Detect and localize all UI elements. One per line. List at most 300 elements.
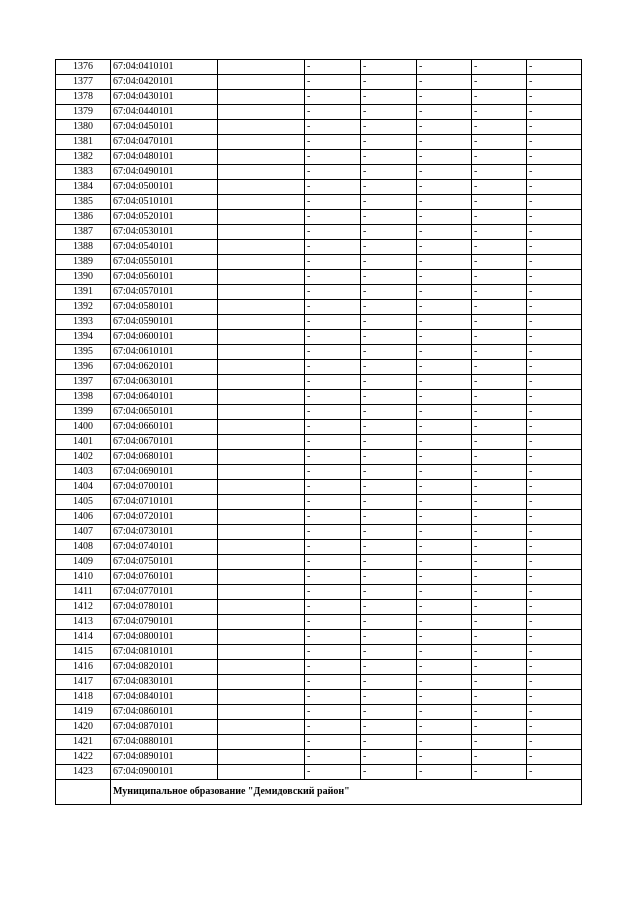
dash-cell: - [305, 105, 361, 120]
row-number: 1412 [56, 600, 111, 615]
dash-cell: - [417, 300, 472, 315]
dash-cell: - [305, 450, 361, 465]
dash-cell: - [417, 645, 472, 660]
dash-cell: - [472, 765, 527, 780]
row-number: 1382 [56, 150, 111, 165]
table-row [56, 105, 582, 120]
dash-cell: - [361, 330, 417, 345]
dash-cell: - [472, 540, 527, 555]
empty-cell [218, 90, 305, 105]
cadastral-code: 67:04:0660101 [111, 420, 218, 435]
row-number: 1392 [56, 300, 111, 315]
empty-cell [218, 615, 305, 630]
empty-cell [218, 390, 305, 405]
dash-cell: - [527, 465, 582, 480]
dash-cell: - [527, 645, 582, 660]
dash-cell: - [361, 135, 417, 150]
cadastral-code: 67:04:0540101 [111, 240, 218, 255]
dash-cell: - [472, 345, 527, 360]
empty-cell [218, 360, 305, 375]
empty-cell [218, 165, 305, 180]
cadastral-code: 67:04:0580101 [111, 300, 218, 315]
table-row [56, 225, 582, 240]
dash-cell: - [305, 255, 361, 270]
dash-cell: - [305, 420, 361, 435]
dash-cell: - [305, 630, 361, 645]
table-row [56, 645, 582, 660]
table-row [56, 120, 582, 135]
dash-cell: - [417, 120, 472, 135]
row-number: 1390 [56, 270, 111, 285]
dash-cell: - [361, 720, 417, 735]
dash-cell: - [305, 495, 361, 510]
dash-cell: - [361, 525, 417, 540]
dash-cell: - [305, 660, 361, 675]
row-number: 1387 [56, 225, 111, 240]
empty-cell [218, 735, 305, 750]
cadastral-code: 67:04:0880101 [111, 735, 218, 750]
dash-cell: - [305, 435, 361, 450]
dash-cell: - [472, 360, 527, 375]
empty-cell [218, 660, 305, 675]
cadastral-code: 67:04:0420101 [111, 75, 218, 90]
table-body [56, 60, 582, 780]
cadastral-code: 67:04:0430101 [111, 90, 218, 105]
table-row [56, 405, 582, 420]
cadastral-code: 67:04:0720101 [111, 510, 218, 525]
dash-cell: - [472, 570, 527, 585]
dash-cell: - [361, 345, 417, 360]
empty-cell [218, 585, 305, 600]
table-row [56, 585, 582, 600]
dash-cell: - [472, 315, 527, 330]
table-row [56, 165, 582, 180]
dash-cell: - [305, 300, 361, 315]
dash-cell: - [417, 600, 472, 615]
dash-cell: - [417, 60, 472, 75]
dash-cell: - [472, 450, 527, 465]
dash-cell: - [527, 765, 582, 780]
dash-cell: - [472, 75, 527, 90]
empty-cell [218, 270, 305, 285]
empty-cell [218, 120, 305, 135]
dash-cell: - [472, 600, 527, 615]
dash-cell: - [361, 765, 417, 780]
dash-cell: - [527, 225, 582, 240]
table-row [56, 690, 582, 705]
dash-cell: - [305, 210, 361, 225]
row-number: 1406 [56, 510, 111, 525]
dash-cell: - [305, 375, 361, 390]
table-row [56, 735, 582, 750]
empty-cell [218, 210, 305, 225]
dash-cell: - [472, 735, 527, 750]
row-number: 1422 [56, 750, 111, 765]
empty-cell [218, 315, 305, 330]
dash-cell: - [472, 330, 527, 345]
dash-cell: - [361, 240, 417, 255]
dash-cell: - [472, 675, 527, 690]
dash-cell: - [472, 645, 527, 660]
dash-cell: - [527, 570, 582, 585]
empty-cell [218, 630, 305, 645]
dash-cell: - [527, 480, 582, 495]
cadastral-code: 67:04:0480101 [111, 150, 218, 165]
dash-cell: - [417, 330, 472, 345]
row-number: 1383 [56, 165, 111, 180]
table-row [56, 480, 582, 495]
row-number: 1376 [56, 60, 111, 75]
dash-cell: - [417, 240, 472, 255]
empty-cell [218, 195, 305, 210]
dash-cell: - [361, 735, 417, 750]
dash-cell: - [361, 150, 417, 165]
dash-cell: - [527, 315, 582, 330]
cadastral-code: 67:04:0530101 [111, 225, 218, 240]
cadastral-code: 67:04:0840101 [111, 690, 218, 705]
dash-cell: - [361, 285, 417, 300]
dash-cell: - [361, 270, 417, 285]
dash-cell: - [417, 660, 472, 675]
row-number: 1401 [56, 435, 111, 450]
cadastral-code: 67:04:0890101 [111, 750, 218, 765]
empty-cell [218, 105, 305, 120]
dash-cell: - [527, 390, 582, 405]
dash-cell: - [472, 750, 527, 765]
row-number: 1423 [56, 765, 111, 780]
dash-cell: - [472, 240, 527, 255]
row-number: 1408 [56, 540, 111, 555]
cadastral-table [55, 59, 582, 805]
dash-cell: - [472, 105, 527, 120]
dash-cell: - [417, 525, 472, 540]
cadastral-code: 67:04:0800101 [111, 630, 218, 645]
table-row [56, 750, 582, 765]
empty-cell [218, 480, 305, 495]
dash-cell: - [417, 465, 472, 480]
dash-cell: - [305, 510, 361, 525]
dash-cell: - [527, 105, 582, 120]
dash-cell: - [361, 180, 417, 195]
dash-cell: - [527, 705, 582, 720]
dash-cell: - [417, 285, 472, 300]
row-number: 1421 [56, 735, 111, 750]
dash-cell: - [305, 570, 361, 585]
empty-cell [218, 345, 305, 360]
dash-cell: - [305, 480, 361, 495]
dash-cell: - [527, 525, 582, 540]
dash-cell: - [361, 645, 417, 660]
dash-cell: - [361, 570, 417, 585]
dash-cell: - [472, 135, 527, 150]
row-number: 1388 [56, 240, 111, 255]
empty-cell [218, 180, 305, 195]
row-number: 1386 [56, 210, 111, 225]
dash-cell: - [361, 360, 417, 375]
dash-cell: - [305, 195, 361, 210]
row-number: 1398 [56, 390, 111, 405]
dash-cell: - [305, 465, 361, 480]
dash-cell: - [527, 285, 582, 300]
dash-cell: - [417, 195, 472, 210]
row-number: 1381 [56, 135, 111, 150]
row-number: 1393 [56, 315, 111, 330]
dash-cell: - [361, 75, 417, 90]
dash-cell: - [305, 390, 361, 405]
row-number: 1380 [56, 120, 111, 135]
dash-cell: - [361, 405, 417, 420]
empty-cell [218, 690, 305, 705]
cadastral-code: 67:04:0470101 [111, 135, 218, 150]
dash-cell: - [472, 465, 527, 480]
dash-cell: - [472, 165, 527, 180]
dash-cell: - [527, 690, 582, 705]
dash-cell: - [305, 165, 361, 180]
dash-cell: - [417, 480, 472, 495]
empty-cell [218, 570, 305, 585]
cadastral-code: 67:04:0680101 [111, 450, 218, 465]
dash-cell: - [361, 375, 417, 390]
row-number: 1396 [56, 360, 111, 375]
dash-cell: - [361, 435, 417, 450]
dash-cell: - [472, 720, 527, 735]
dash-cell: - [527, 210, 582, 225]
empty-cell [218, 540, 305, 555]
dash-cell: - [305, 615, 361, 630]
empty-cell [218, 750, 305, 765]
dash-cell: - [417, 615, 472, 630]
row-number: 1400 [56, 420, 111, 435]
table-row [56, 450, 582, 465]
empty-cell [218, 555, 305, 570]
table-row [56, 465, 582, 480]
table-row [56, 210, 582, 225]
table-row [56, 555, 582, 570]
dash-cell: - [527, 615, 582, 630]
dash-cell: - [361, 615, 417, 630]
table-row [56, 540, 582, 555]
section-title: Муниципальное образование "Демидовский район" [111, 780, 582, 805]
cadastral-code: 67:04:0740101 [111, 540, 218, 555]
dash-cell: - [527, 720, 582, 735]
table-row [56, 705, 582, 720]
cadastral-code: 67:04:0440101 [111, 105, 218, 120]
dash-cell: - [472, 555, 527, 570]
dash-cell: - [527, 660, 582, 675]
cadastral-code: 67:04:0620101 [111, 360, 218, 375]
cadastral-code: 67:04:0640101 [111, 390, 218, 405]
dash-cell: - [527, 450, 582, 465]
row-number: 1420 [56, 720, 111, 735]
dash-cell: - [472, 120, 527, 135]
dash-cell: - [305, 120, 361, 135]
dash-cell: - [361, 120, 417, 135]
dash-cell: - [527, 405, 582, 420]
dash-cell: - [305, 345, 361, 360]
table-row [56, 75, 582, 90]
cadastral-code: 67:04:0520101 [111, 210, 218, 225]
dash-cell: - [417, 150, 472, 165]
dash-cell: - [472, 180, 527, 195]
table-row [56, 255, 582, 270]
empty-cell [218, 705, 305, 720]
dash-cell: - [305, 675, 361, 690]
row-number: 1418 [56, 690, 111, 705]
empty-cell [218, 420, 305, 435]
dash-cell: - [361, 90, 417, 105]
dash-cell: - [527, 735, 582, 750]
dash-cell: - [305, 765, 361, 780]
dash-cell: - [417, 495, 472, 510]
empty-cell [218, 510, 305, 525]
dash-cell: - [527, 135, 582, 150]
empty-cell [218, 255, 305, 270]
dash-cell: - [527, 750, 582, 765]
dash-cell: - [417, 375, 472, 390]
dash-cell: - [472, 480, 527, 495]
table-row [56, 675, 582, 690]
table-row [56, 345, 582, 360]
dash-cell: - [305, 60, 361, 75]
table-row [56, 300, 582, 315]
row-number: 1417 [56, 675, 111, 690]
dash-cell: - [417, 675, 472, 690]
table-row [56, 660, 582, 675]
dash-cell: - [472, 255, 527, 270]
dash-cell: - [417, 720, 472, 735]
dash-cell: - [361, 300, 417, 315]
dash-cell: - [305, 330, 361, 345]
table-row [56, 495, 582, 510]
cadastral-code: 67:04:0700101 [111, 480, 218, 495]
cadastral-code: 67:04:0450101 [111, 120, 218, 135]
dash-cell: - [417, 435, 472, 450]
dash-cell: - [527, 630, 582, 645]
dash-cell: - [361, 540, 417, 555]
cadastral-code: 67:04:0770101 [111, 585, 218, 600]
cadastral-code: 67:04:0600101 [111, 330, 218, 345]
table-row [56, 60, 582, 75]
table-row [56, 600, 582, 615]
dash-cell: - [361, 255, 417, 270]
cadastral-code: 67:04:0820101 [111, 660, 218, 675]
empty-cell [218, 465, 305, 480]
row-number: 1391 [56, 285, 111, 300]
dash-cell: - [417, 750, 472, 765]
dash-cell: - [417, 210, 472, 225]
empty-cell [218, 645, 305, 660]
dash-cell: - [305, 150, 361, 165]
dash-cell: - [472, 705, 527, 720]
table-row [56, 390, 582, 405]
dash-cell: - [361, 690, 417, 705]
dash-cell: - [305, 360, 361, 375]
cadastral-code: 67:04:0500101 [111, 180, 218, 195]
dash-cell: - [472, 435, 527, 450]
dash-cell: - [305, 405, 361, 420]
cadastral-code: 67:04:0810101 [111, 645, 218, 660]
dash-cell: - [417, 165, 472, 180]
dash-cell: - [417, 75, 472, 90]
row-number: 1419 [56, 705, 111, 720]
table-row [56, 615, 582, 630]
dash-cell: - [472, 300, 527, 315]
cadastral-code: 67:04:0560101 [111, 270, 218, 285]
dash-cell: - [361, 390, 417, 405]
row-number: 1416 [56, 660, 111, 675]
dash-cell: - [527, 360, 582, 375]
dash-cell: - [417, 345, 472, 360]
dash-cell: - [361, 195, 417, 210]
dash-cell: - [305, 240, 361, 255]
dash-cell: - [305, 90, 361, 105]
cadastral-code: 67:04:0900101 [111, 765, 218, 780]
row-number: 1405 [56, 495, 111, 510]
cadastral-code: 67:04:0790101 [111, 615, 218, 630]
dash-cell: - [417, 225, 472, 240]
dash-cell: - [472, 225, 527, 240]
dash-cell: - [305, 75, 361, 90]
empty-cell [218, 135, 305, 150]
dash-cell: - [527, 375, 582, 390]
table-row [56, 630, 582, 645]
dash-cell: - [417, 390, 472, 405]
dash-cell: - [472, 615, 527, 630]
empty-cell [218, 600, 305, 615]
dash-cell: - [527, 90, 582, 105]
dash-cell: - [361, 315, 417, 330]
empty-cell [218, 240, 305, 255]
dash-cell: - [472, 510, 527, 525]
dash-cell: - [472, 195, 527, 210]
empty-cell [218, 285, 305, 300]
dash-cell: - [361, 105, 417, 120]
cadastral-code: 67:04:0550101 [111, 255, 218, 270]
dash-cell: - [417, 555, 472, 570]
dash-cell: - [527, 75, 582, 90]
dash-cell: - [472, 375, 527, 390]
section-row [56, 780, 582, 805]
dash-cell: - [305, 555, 361, 570]
table-row [56, 525, 582, 540]
empty-cell [218, 435, 305, 450]
row-number: 1407 [56, 525, 111, 540]
dash-cell: - [472, 495, 527, 510]
dash-cell: - [361, 705, 417, 720]
dash-cell: - [527, 675, 582, 690]
dash-cell: - [472, 90, 527, 105]
cadastral-code: 67:04:0590101 [111, 315, 218, 330]
dash-cell: - [361, 600, 417, 615]
table-row [56, 720, 582, 735]
dash-cell: - [305, 285, 361, 300]
empty-cell [218, 720, 305, 735]
dash-cell: - [527, 255, 582, 270]
dash-cell: - [472, 405, 527, 420]
dash-cell: - [417, 570, 472, 585]
dash-cell: - [305, 645, 361, 660]
table-row [56, 420, 582, 435]
table-row [56, 240, 582, 255]
row-number: 1411 [56, 585, 111, 600]
dash-cell: - [417, 690, 472, 705]
dash-cell: - [361, 675, 417, 690]
dash-cell: - [417, 630, 472, 645]
dash-cell: - [305, 600, 361, 615]
dash-cell: - [472, 525, 527, 540]
table-row [56, 195, 582, 210]
dash-cell: - [527, 600, 582, 615]
